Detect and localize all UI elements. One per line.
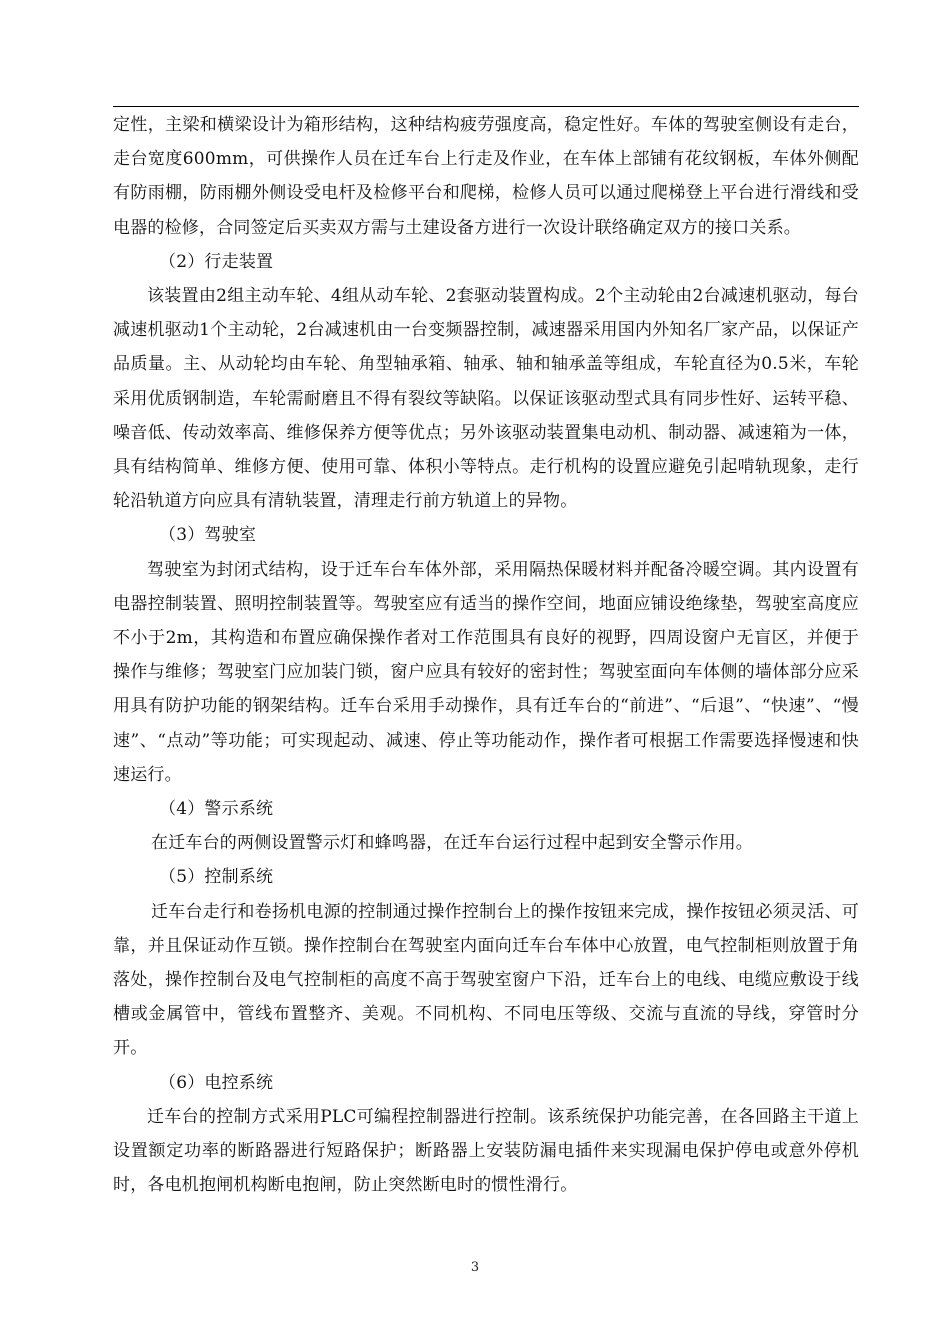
paragraph-cab: 驾驶室为封闭式结构，设于迁车台车体外部，采用隔热保暖材料并配备冷暖空调。其内设置有电器控制装置、照明控制装置等。驾驶室应有适当的操作空间，地面应铺设绝缘垫，驾驶室高度应不小于2m，其构造和布置应确保操作者对工作范围具有良好的视野，四周设窗户无盲区，并便于操作与维修；驾驶室门应加装门锁，窗户应具有较好的密封性；驾驶室面向车体侧的墙体部分应采用具有防护功能的钢架结构。迁车台采用手动操作，具有迁车台的“前进”、“后退”、“快速”、“慢速”、“点动”等功能；可实现起动、减速、停止等功能动作，操作者可根据工作需要选择慢速和快速运行。 — [113, 559, 859, 785]
section-heading-cab: （3）驾驶室 — [159, 525, 257, 546]
header-rule — [113, 106, 859, 107]
page-content — [113, 108, 859, 1203]
paragraph-control-system: 迁车台走行和卷扬机电源的控制通过操作控制台上的操作按钮来完成，操作按钮必须灵活、可靠，并且保证动作互锁。操作控制台在驾驶室内面向迁车台车体中心放置，电气控制柜则放置于角落处，操作控制台及电气控制柜的高度不高于驾驶室窗户下沿，迁车台上的电线、电缆应敷设于线槽或金属管中，管线布置整齐、美观。不同机构、不同电压等级、交流与直流的导线，穿管时分开。 — [113, 901, 859, 1059]
section-heading-walking-device: （2）行走装置 — [159, 251, 274, 272]
section-heading-warning-system: （4）警示系统 — [159, 799, 274, 820]
section-heading-control-system: （5）控制系统 — [159, 867, 274, 888]
paragraph-warning-system: 在迁车台的两侧设置警示灯和蜂鸣器，在迁车台运行过程中起到安全警示作用。 — [151, 833, 753, 854]
section-heading-electric-control-system: （6）电控系统 — [159, 1072, 274, 1093]
paragraph-walking-device: 该装置由2组主动车轮、4组从动车轮、2套驱动装置构成。2个主动轮由2台减速机驱动，每台减速机驱动1个主动轮，2台减速机由一台变频器控制，减速器采用国内外知名厂家产品，以保证产品质量。主、从动轮均由车轮、角型轴承箱、轴承、轴和轴承盖等组成，车轮直径为0.5米，车轮采用优质钢制造，车轮需耐磨且不得有裂纹等缺陷。以保证该驱动型式具有同步性好、运转平稳、噪音低、传动效率高、维修保养方便等优点；另外该驱动装置集电动机、制动器、减速箱为一体，具有结构简单、维修方便、使用可靠、体积小等特点。走行机构的设置应避免引起啃轨现象，走行轮沿轨道方向应具有清轨装置，清理走行前方轨道上的异物。 — [113, 286, 859, 512]
paragraph-continuation: 定性，主梁和横梁设计为箱形结构，这种结构疲劳强度高，稳定性好。车体的驾驶室侧设有走台，走台宽度600mm，可供操作人员在迁车台上行走及作业，在车体上部铺有花纹钢板，车体外侧配有防雨棚，防雨棚外侧设受电杆及检修平台和爬梯，检修人员可以通过爬梯登上平台进行滑线和受电器的检修，合同签定后买卖双方需与土建设备方进行一次设计联络确定双方的接口关系。 — [113, 115, 859, 238]
page-number: 3 — [470, 1260, 480, 1275]
paragraph-electric-control-system: 迁车台的控制方式采用PLC可编程控制器进行控制。该系统保护功能完善，在各回路主干道上设置额定功率的断路器进行短路保护；断路器上安装防漏电插件来实现漏电保护停电或意外停机时，各电机抱闸机构断电抱闸，防止突然断电时的惯性滑行。 — [113, 1106, 859, 1196]
